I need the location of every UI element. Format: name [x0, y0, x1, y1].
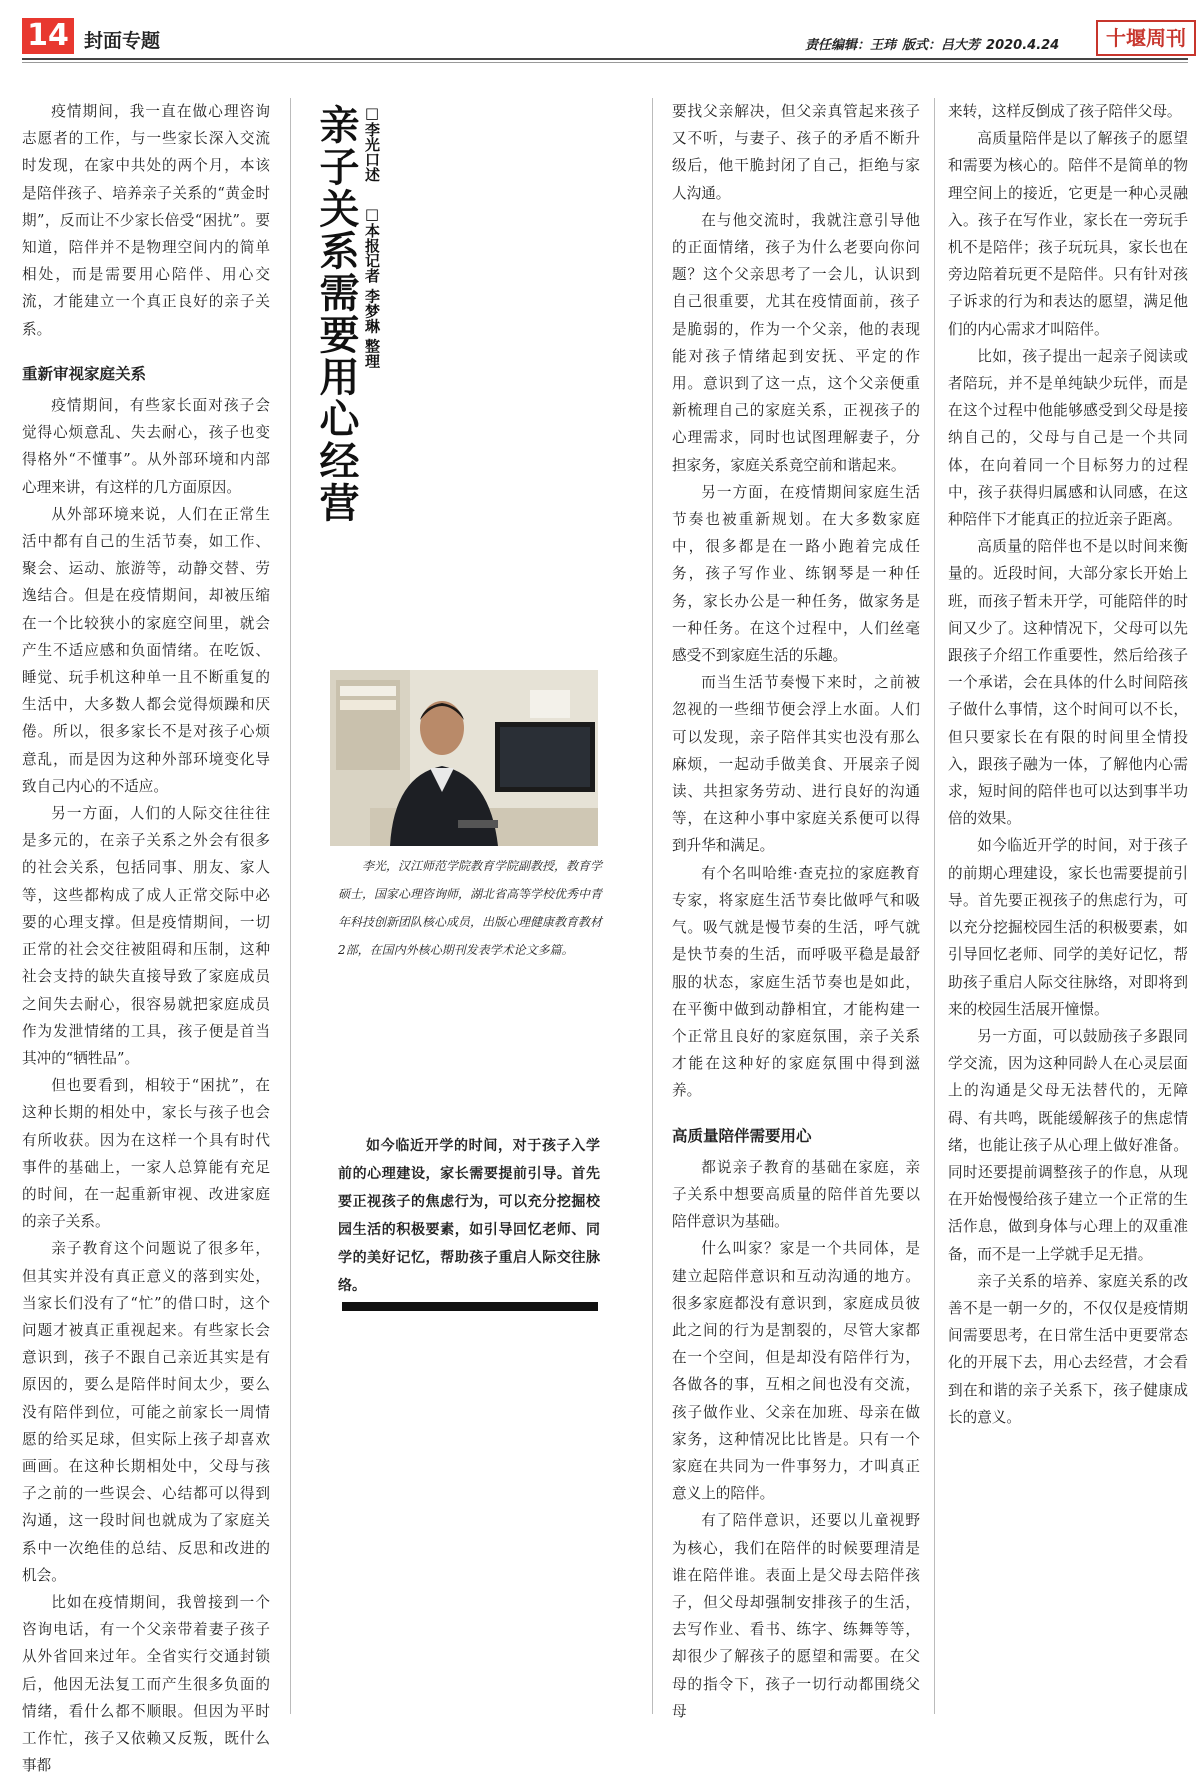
pull-quote: 如今临近开学的时间，对于孩子入学前的心理建设，家长需要提前引导。首先要正视孩子的焦虑行为，可以充分挖掘校园生活的积极要素，如引导回忆老师、同学的美好记忆，帮助孩子重启人际交往脉络。 — [338, 1138, 600, 1294]
subheading: 高质量陪伴需要用心 — [672, 1126, 812, 1145]
column-divider — [934, 98, 935, 1714]
article-title: 亲子关系需要用心经营 — [313, 104, 359, 524]
paragraph: 高质量陪伴是以了解孩子的愿望和需要为核心的。陪伴不是简单的物理空间上的接近，它更是一种心灵融入。孩子在写作业，家长在一旁玩手机不是陪伴；孩子玩玩具，家长也在旁边陪着玩更不是陪伴。只有针对孩子诉求的行为和表达的愿望，满足他们的内心需求才叫陪伴。 — [948, 130, 1188, 338]
paragraph: 亲子关系的培养、家庭关系的改善不是一朝一夕的，不仅仅是疫情期间需要思考，在日常生活中更要常态化的开展下去，用心去经营，才会看到在和谐的亲子关系下，孩子健康成长的意义。 — [948, 1272, 1188, 1426]
section-title: 封面专题 — [84, 30, 161, 52]
paragraph: 有了陪伴意识，还要以儿童视野为核心，我们在陪伴的时候要理清是谁在陪伴谁。表面上是父母去陪伴孩子，但父母却强制安排孩子的生活，去写作业、看书、练字、练舞等等，却很少了解孩子的愿望和需要。在父母的指令下，孩子一切行动都围绕父母 — [672, 1512, 920, 1720]
paragraph: 比如在疫情期间，我曾接到一个咨询电话，有一个父亲带着妻子孩子从外省回来过年。全省实行交通封锁后，他因无法复工而产生很多负面的情绪，看什么都不顺眼。但因为平时工作忙，孩子又依赖又反叛，既什么事都 — [22, 1593, 270, 1775]
byline-narrator: □李光口述 — [363, 104, 381, 182]
layout-editor: 版式：吕大芳 — [902, 38, 981, 53]
paragraph: 另一方面，人们的人际交往往往是多元的，在亲子关系之外会有很多的社会关系，包括同事、朋友、家人等，这些都构成了成人正常交际中必要的心理支撑。但是疫情期间，一切正常的社会交往被阻碍和压制，这种社会支持的缺失直接导致了家庭成员之间失去耐心，很容易就把家庭成员作为发泄情绪的工具，孩子便是首当其冲的“牺牲品”。 — [22, 805, 270, 1067]
paragraph: 而当生活节奏慢下来时，之前被忽视的一些细节便会浮上水面。人们可以发现，亲子陪伴其实也没有那么麻烦，一起动手做美食、开展亲子阅读、共担家务劳动、进行良好的沟通等，在这种小事中家庭关系便可以得到升华和满足。 — [672, 674, 920, 855]
portrait-photo — [330, 670, 598, 846]
paragraph: 来转，这样反倒成了孩子陪伴父母。 — [948, 103, 1182, 120]
paragraph: 另一方面，可以鼓励孩子多跟同学交流，因为这种同龄人在心灵层面上的沟通是父母无法替代的，无障碍、有共鸣，既能缓解孩子的焦虑情绪，也能让孩子从心理上做好准备。同时还要提前调整孩子的作息，从现在开始慢慢给孩子建立一个正常的生活作息，做到身体与心理上的双重准备，而不是一上学就手足无措。 — [948, 1027, 1188, 1263]
issue-date: 2020.4.24 — [986, 38, 1060, 53]
paragraph: 高质量的陪伴也不是以时间来衡量的。近段时间，大部分家长开始上班，而孩子暂未开学，可能陪伴的时间又少了。这种情况下，父母可以先跟孩子介绍工作重要性，然后给孩子一个承诺，会在具体的什么时间陪孩子做什么事情，这个时间可以不长，但只要家长在有限的时间里全情投入，跟孩子融为一体，了解他内心需求，短时间的陪伴也可以达到事半功倍的效果。 — [948, 538, 1188, 828]
page-header — [22, 18, 1188, 56]
paragraph: 从外部环境来说，人们在正常生活中都有自己的生活节奏，如工作、聚会、运动、旅游等，动静交替、劳逸结合。但是在疫情期间，却被压缩在一个比较狭小的家庭空间里，就会产生不适应感和负面情绪。在吃饭、睡觉、玩手机这种单一且不断重复的生活中，大多数人都会觉得烦躁和厌倦。所以，很多家长不是对孩子心烦意乱，而是因为这种外部环境变化导致自己内心的不适应。 — [22, 505, 270, 795]
paragraph: 另一方面，在疫情期间家庭生活节奏也被重新规划。在大多数家庭中，很多都是在一路小跑着完成任务，孩子写作业、练钢琴是一种任务，家长办公是一种任务，做家务是一种任务。在这个过程中，人们丝毫感受不到家庭生活的乐趣。 — [672, 483, 920, 665]
paragraph: 要找父亲解决，但父亲真管起来孩子又不听，与妻子、孩子的矛盾不断升级后，他干脆封闭了自己，拒绝与家人沟通。 — [672, 103, 920, 202]
column-divider — [652, 98, 653, 1714]
paragraph: 什么叫家？家是一个共同体，是建立起陪伴意识和互动沟通的地方。很多家庭都没有意识到，家庭成员彼此之间的行为是割裂的，尽管大家都在一个空间，但是却没有陪伴行为，各做各的事，互相之间也没有交流，孩子做作业、父亲在加班、母亲在做家务，这种情况比比皆是。只有一个家庭在共同为一件事努力，才叫真正意义上的陪伴。 — [672, 1240, 920, 1503]
byline-reporter: □本报记者 李梦琳 整理 — [363, 205, 381, 369]
paragraph: 都说亲子教育的基础在家庭，亲子关系中想要高质量的陪伴首先要以陪伴意识为基础。 — [672, 1158, 920, 1231]
column-4 — [948, 98, 1188, 1431]
pull-quote-bar — [342, 1302, 598, 1311]
column-3 — [672, 98, 920, 1725]
header-rule — [22, 58, 1188, 60]
paragraph: 如今临近开学的时间，对于孩子的前期心理建设，家长也需要提前引导。首先要正视孩子的焦虑行为，可以充分挖掘校园生活的积极要素，如引导回忆老师、同学的美好记忆，帮助孩子重启人际交往脉络，对即将到来的校园生活展开憧憬。 — [948, 837, 1188, 1018]
editor: 责任编辑：王玮 — [805, 38, 897, 53]
paragraph: 亲子教育这个问题说了很多年，但其实并没有真正意义的落到实处，当家长们没有了“忙”的借口时，这个问题才被真正重视起来。有些家长会意识到，孩子不跟自己亲近其实是有原因的，要么是陪伴时间太少，要么没有陪伴到位，可能之前家长一周情愿的给买足球，但实际上孩子却喜欢画画。在这种长期相处中，父母与孩子之前的一些误会、心结都可以得到沟通，这一段时间也就成为了家庭关系中一次绝佳的总结、反思和改进的机会。 — [22, 1240, 270, 1584]
portrait-illustration — [330, 670, 598, 846]
byline — [362, 104, 383, 387]
header-rule-thin — [22, 62, 1188, 63]
editor-credits — [805, 34, 1065, 53]
photo-caption: 李光，汉江师范学院教育学院副教授，教育学硕士，国家心理咨询师，湖北省高等学校优秀中青年科技创新团队核心成员，出版心理健康教育教材2部，在国内外核心期刊发表学术论文多篇。 — [338, 859, 603, 957]
subheading: 重新审视家庭关系 — [22, 364, 147, 383]
page-number: 14 — [22, 18, 74, 54]
paragraph: 在与他交流时，我就注意引导他的正面情绪，孩子为什么老要向你问题？这个父亲思考了一会儿，认识到自己很重要，尤其在疫情面前，孩子是脆弱的，作为一个父亲，他的表现能对孩子情绪起到安抚、平定的作用。意识到了这一点，这个父亲便重新梳理自己的家庭关系，正视孩子的心理需求，同时也试图理解妻子，分担家务，家庭关系竟空前和谐起来。 — [672, 211, 920, 474]
paragraph: 比如，孩子提出一起亲子阅读或者陪玩，并不是单纯缺少玩伴，而是在这个过程中他能够感受到父母是接纳自己的，父母与自己是一个共同体，在向着同一个目标努力的过程中，孩子获得归属感和认同感，在这种陪伴下才能真正的拉近亲子距离。 — [948, 347, 1188, 529]
column-divider — [290, 98, 291, 1714]
paragraph: 疫情期间，有些家长面对孩子会觉得心烦意乱、失去耐心，孩子也变得格外“不懂事”。从外部环境和内部心理来讲，有这样的几方面原因。 — [22, 397, 270, 496]
paragraph: 疫情期间，我一直在做心理咨询志愿者的工作，与一些家长深入交流时发现，在家中共处的两个月，本该是陪伴孩子、培养亲子关系的“黄金时期”，反而让不少家长倍受“困扰”。要知道，陪伴并不是物理空间内的简单相处，而是需要用心陪伴、用心交流，才能建立一个真正良好的亲子关系。 — [22, 103, 270, 338]
paragraph: 有个名叫哈维·查克拉的家庭教育专家，将家庭生活节奏比做呼气和吸气。吸气就是慢节奏的生活，呼气就是快节奏的生活，而呼吸平稳是最舒服的状态，家庭生活节奏也是如此，在平衡中做到动静相宜，才能构建一个正常且良好的家庭氛围，亲子关系才能在这种好的家庭氛围中得到滋养。 — [672, 864, 920, 1100]
paragraph: 但也要看到，相较于“困扰”，在这种长期的相处中，家长与孩子也会有所收获。因为在这样一个具有时代事件的基础上，一家人总算能有充足的时间，在一起重新审视、改进家庭的亲子关系。 — [22, 1077, 270, 1231]
column-1 — [22, 98, 270, 1779]
newspaper-logo: 十堰周刊 — [1096, 20, 1196, 56]
